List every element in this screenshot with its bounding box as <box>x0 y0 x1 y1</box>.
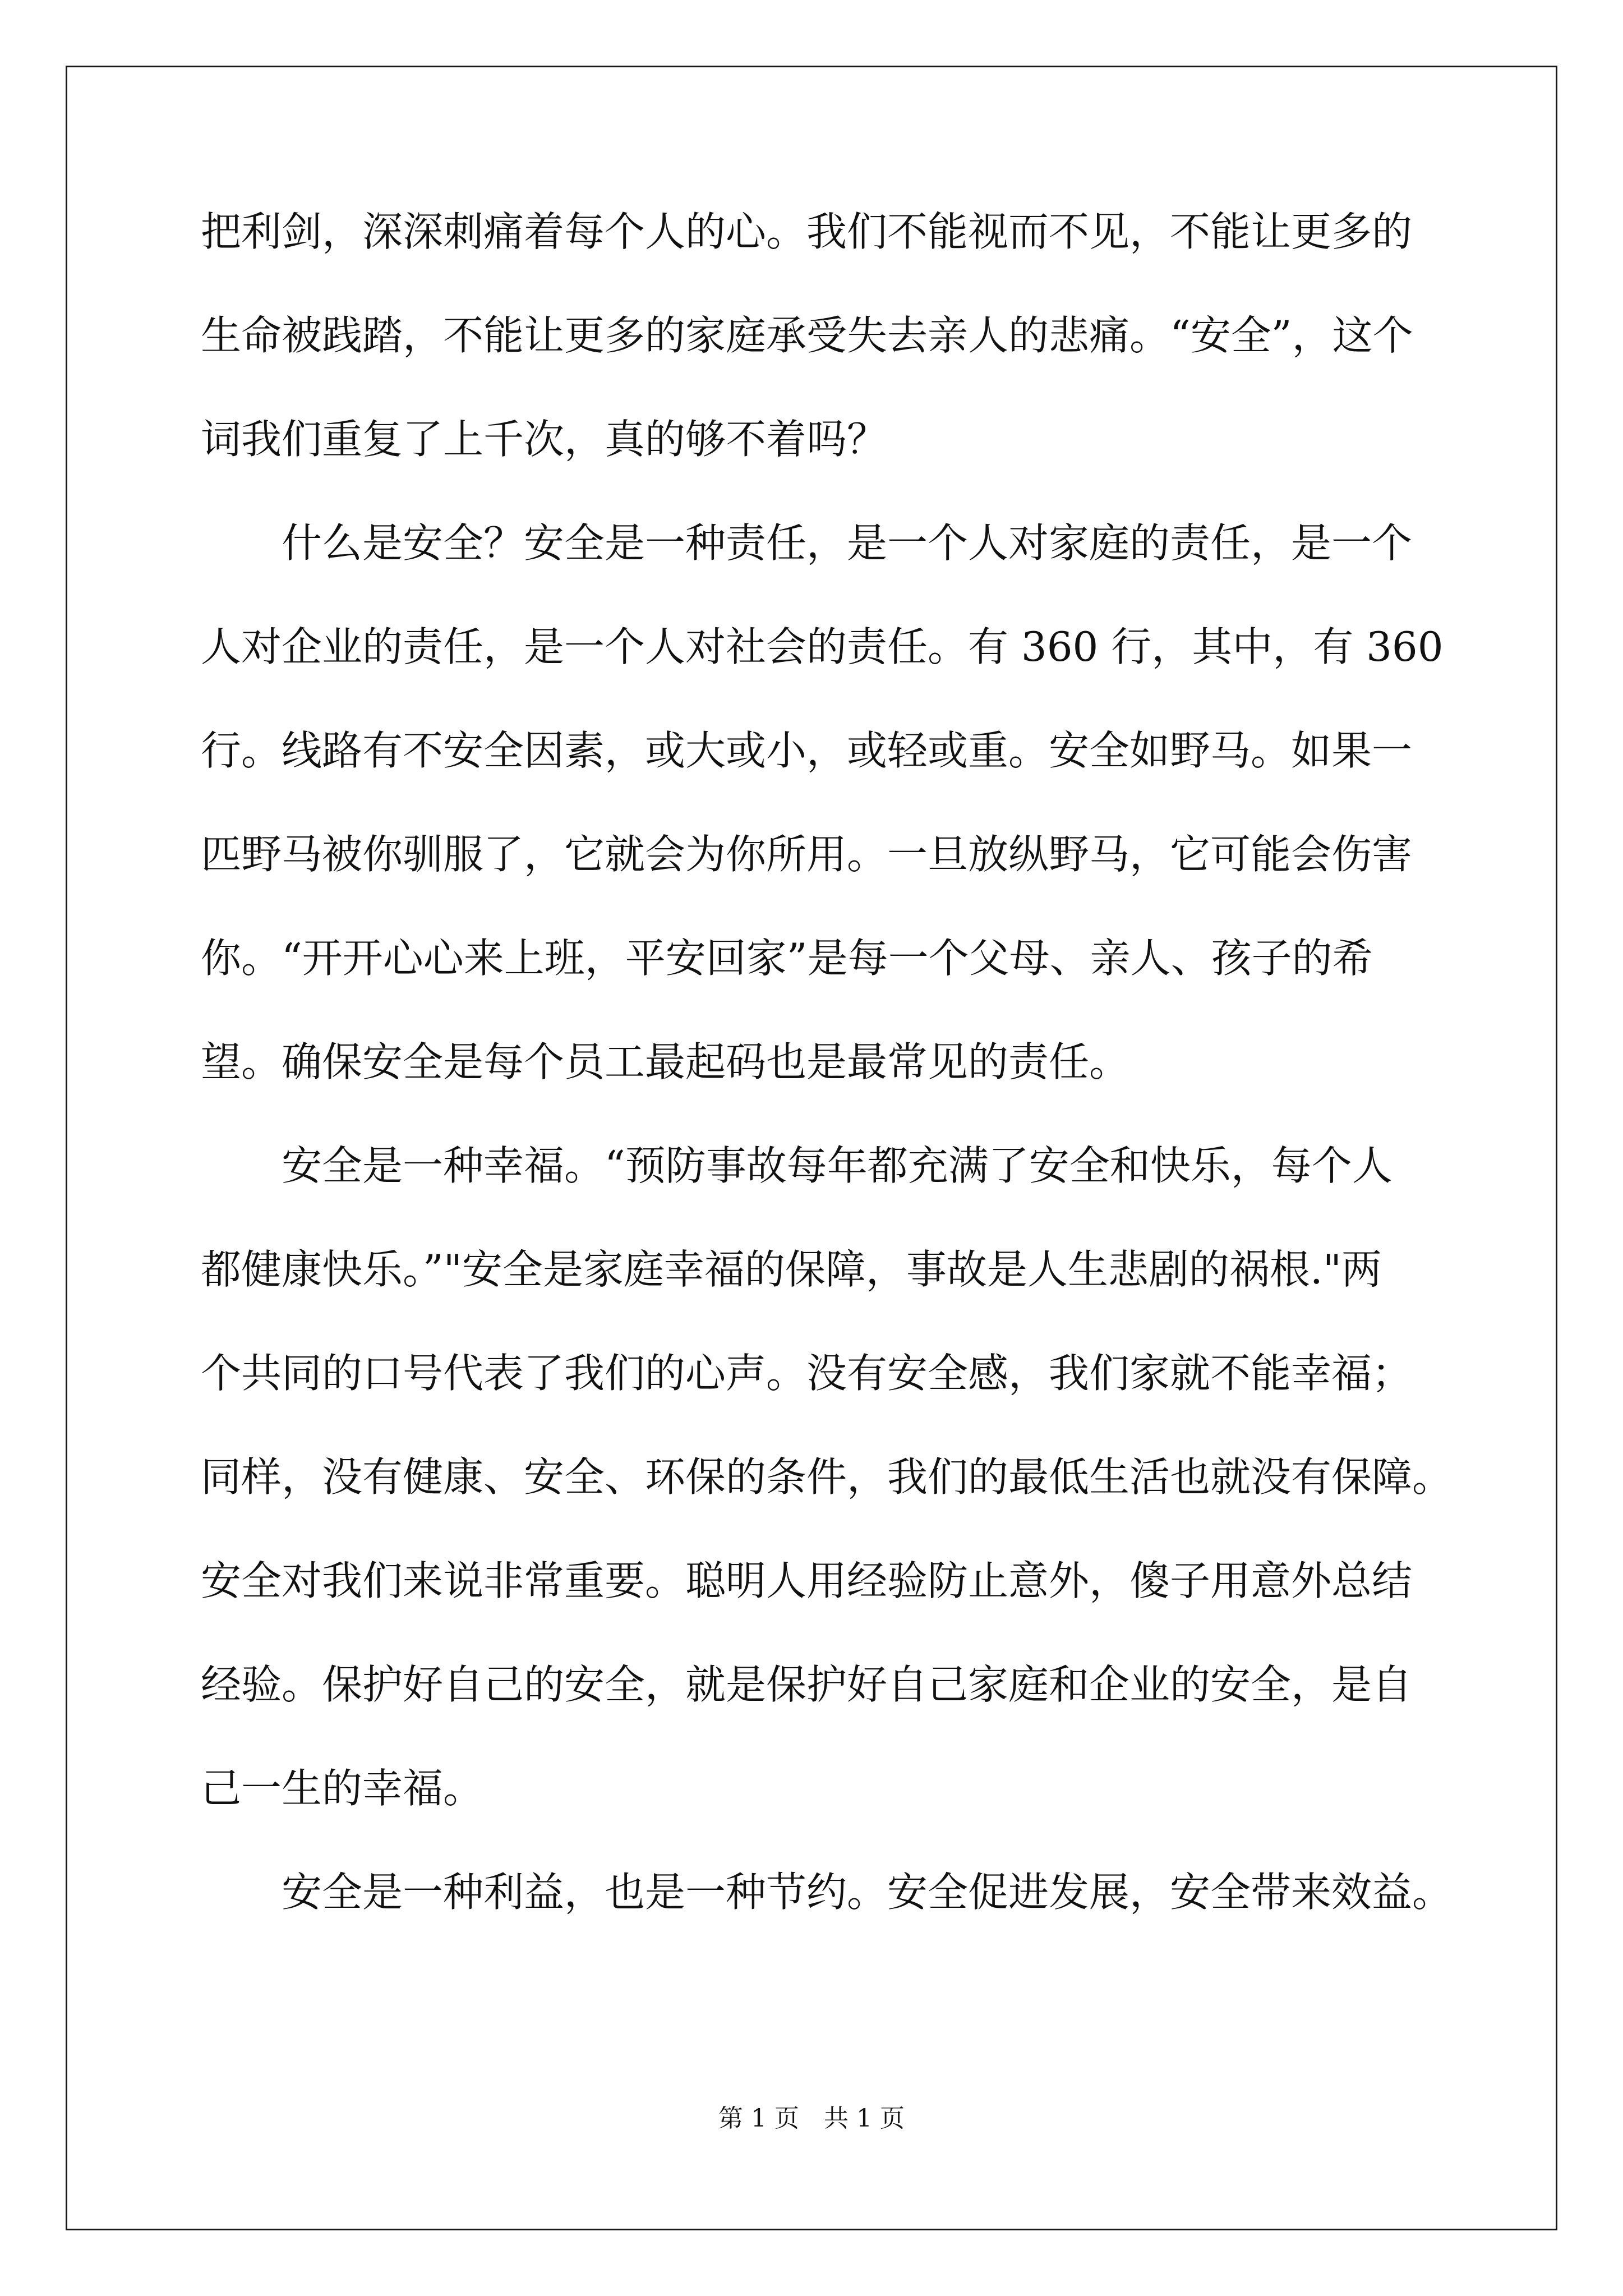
text-line: 生命被践踏，不能让更多的家庭承受失去亲人的悲痛。“安全”，这个 <box>201 312 1413 359</box>
page-footer: 第 1 页 共 1 页 <box>718 2104 905 2133</box>
text-line: 你。“开开心心来上班，平安回家”是每一个父母、亲人、孩子的希 <box>201 935 1373 982</box>
text-line: 经验。保护好自己的安全，就是保护好自己家庭和企业的安全，是自 <box>201 1661 1413 1708</box>
text-line: 安全是一种利益，也是一种节约。安全促进发展，安全带来效益。 <box>282 1869 1453 1916</box>
text-line: 行。线路有不安全因素，或大或小，或轻或重。安全如野马。如果一 <box>201 727 1413 774</box>
text-line: 安全是一种幸福。“预防事故每年都充满了安全和快乐，每个人 <box>282 1142 1393 1189</box>
text-line: 个共同的口号代表了我们的心声。没有安全感，我们家就不能幸福； <box>201 1350 1413 1397</box>
text-line: 什么是安全？安全是一种责任，是一个人对家庭的责任，是一个 <box>282 519 1413 567</box>
text-line: 人对企业的责任，是一个人对社会的责任。有 360 行，其中，有 360 <box>201 623 1444 670</box>
text-line: 己一生的幸福。 <box>201 1765 484 1812</box>
text-line: 匹野马被你驯服了，它就会为你所用。一旦放纵野马，它可能会伤害 <box>201 831 1413 878</box>
text-line: 安全对我们来说非常重要。聪明人用经验防止意外，傻子用意外总结 <box>201 1557 1413 1604</box>
text-line: 把利剑，深深刺痛着每个人的心。我们不能视而不见，不能让更多的 <box>201 208 1413 255</box>
text-line: 都健康快乐。”"安全是家庭幸福的保障，事故是人生悲剧的祸根."两 <box>201 1246 1382 1293</box>
text-line: 词我们重复了上千次，真的够不着吗？ <box>201 416 888 463</box>
text-line: 同样，没有健康、安全、环保的条件，我们的最低生活也就没有保障。 <box>201 1453 1453 1501</box>
text-line: 望。确保安全是每个员工最起码也是最常见的责任。 <box>201 1038 1130 1085</box>
